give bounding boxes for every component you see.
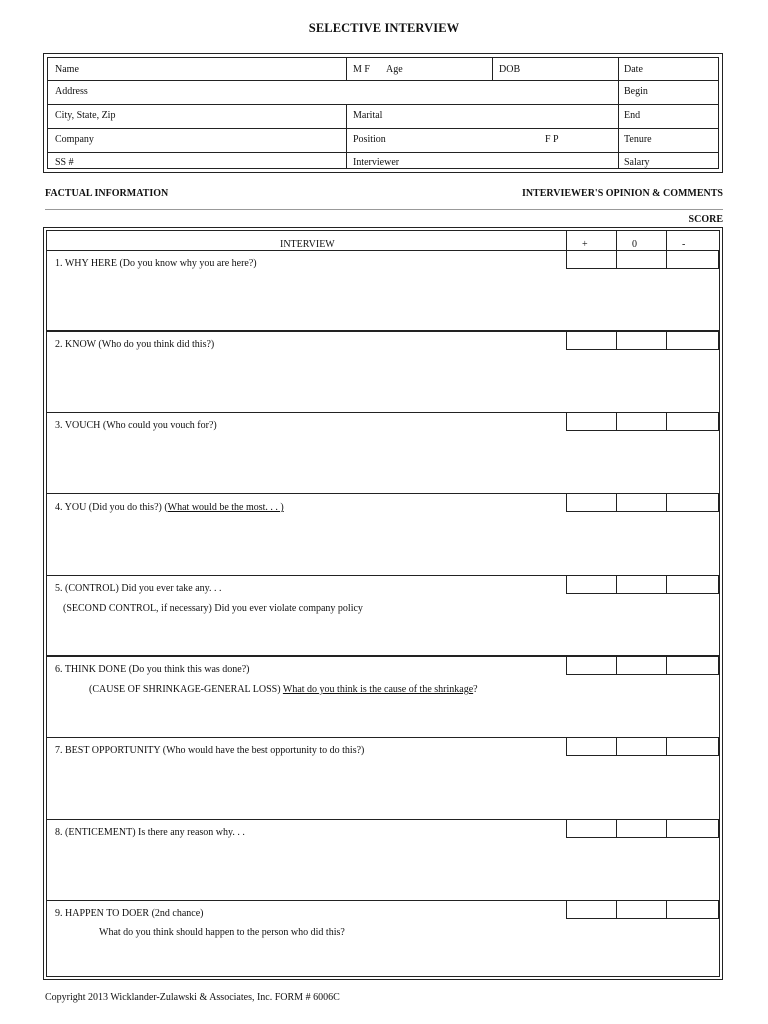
score-zero-8[interactable] (616, 819, 667, 838)
score-zero-4[interactable] (616, 493, 667, 512)
score-zero-6[interactable] (616, 656, 667, 675)
date-field[interactable]: Date (624, 64, 643, 75)
score-zero-7[interactable] (616, 737, 667, 756)
question-2: 2. KNOW (Who do you think did this?) (55, 339, 215, 350)
score-zero-9[interactable] (616, 900, 667, 919)
score-plus-3[interactable] (566, 412, 617, 431)
divider (45, 209, 723, 210)
dob-field[interactable]: DOB (499, 64, 521, 75)
minus-column-header: - (682, 239, 686, 250)
header-grid (43, 53, 723, 173)
score-plus-6[interactable] (566, 656, 617, 675)
salary-field[interactable]: Salary (624, 157, 650, 168)
score-minus-4[interactable] (666, 493, 719, 512)
interview-column-header: INTERVIEW (280, 239, 335, 250)
begin-field[interactable]: Begin (624, 86, 648, 97)
question-1: 1. WHY HERE (Do you know why you are here?) (55, 258, 257, 269)
score-minus-5[interactable] (666, 575, 719, 594)
end-field[interactable]: End (624, 110, 641, 121)
fp-field[interactable]: F P (545, 134, 559, 145)
ss-field[interactable]: SS # (55, 157, 74, 168)
score-minus-7[interactable] (666, 737, 719, 756)
score-zero-1[interactable] (616, 250, 667, 269)
score-minus-6[interactable] (666, 656, 719, 675)
marital-field[interactable]: Marital (353, 110, 383, 121)
question-6: 6. THINK DONE (Do you think this was done?) (55, 664, 250, 675)
score-plus-9[interactable] (566, 900, 617, 919)
score-zero-5[interactable] (616, 575, 667, 594)
interviewer-field[interactable]: Interviewer (353, 157, 400, 168)
company-field[interactable]: Company (55, 134, 94, 145)
score-plus-8[interactable] (566, 819, 617, 838)
question-6-sub: (CAUSE OF SHRINKAGE-GENERAL LOSS) What do you think is the cause of the shrinkage? (89, 684, 478, 695)
score-plus-5[interactable] (566, 575, 617, 594)
score-minus-3[interactable] (666, 412, 719, 431)
form-title: SELECTIVE INTERVIEW (308, 21, 460, 35)
question-9-sub: What do you think should happen to the person who did this? (99, 927, 345, 938)
interview-table (43, 227, 723, 980)
score-minus-1[interactable] (666, 250, 719, 269)
sex-field[interactable]: M F (353, 64, 370, 75)
zero-column-header: 0 (632, 239, 637, 250)
copyright-footer: Copyright 2013 Wicklander-Zulawski & Associates, Inc. FORM # 6006C (45, 992, 340, 1003)
opinion-heading: INTERVIEWER'S OPINION & COMMENTS (521, 188, 723, 199)
question-3: 3. VOUCH (Who could you vouch for?) (55, 420, 217, 431)
score-zero-3[interactable] (616, 412, 667, 431)
address-field[interactable]: Address (55, 86, 88, 97)
score-heading: SCORE (688, 214, 723, 225)
position-field[interactable]: Position (353, 134, 386, 145)
factual-information-heading: FACTUAL INFORMATION (45, 188, 169, 199)
city-field[interactable]: City, State, Zip (55, 110, 116, 121)
age-field[interactable]: Age (386, 64, 403, 75)
score-minus-2[interactable] (666, 331, 719, 350)
score-plus-2[interactable] (566, 331, 617, 350)
score-plus-4[interactable] (566, 493, 617, 512)
score-plus-7[interactable] (566, 737, 617, 756)
question-5-sub: (SECOND CONTROL, if necessary) Did you ever violate company policy (63, 603, 363, 614)
question-8: 8. (ENTICEMENT) Is there any reason why. . . (55, 827, 245, 838)
tenure-field[interactable]: Tenure (624, 134, 652, 145)
plus-column-header: + (582, 239, 588, 250)
question-4: 4. YOU (Did you do this?) (What would be the most. . . ) (55, 502, 284, 513)
score-minus-8[interactable] (666, 819, 719, 838)
score-plus-1[interactable] (566, 250, 617, 269)
score-zero-2[interactable] (616, 331, 667, 350)
question-7: 7. BEST OPPORTUNITY (Who would have the best opportunity to do this?) (55, 745, 365, 756)
question-9: 9. HAPPEN TO DOER (2nd chance) (55, 908, 204, 919)
name-field[interactable]: Name (55, 64, 79, 75)
score-minus-9[interactable] (666, 900, 719, 919)
question-5: 5. (CONTROL) Did you ever take any. . . (55, 583, 222, 594)
